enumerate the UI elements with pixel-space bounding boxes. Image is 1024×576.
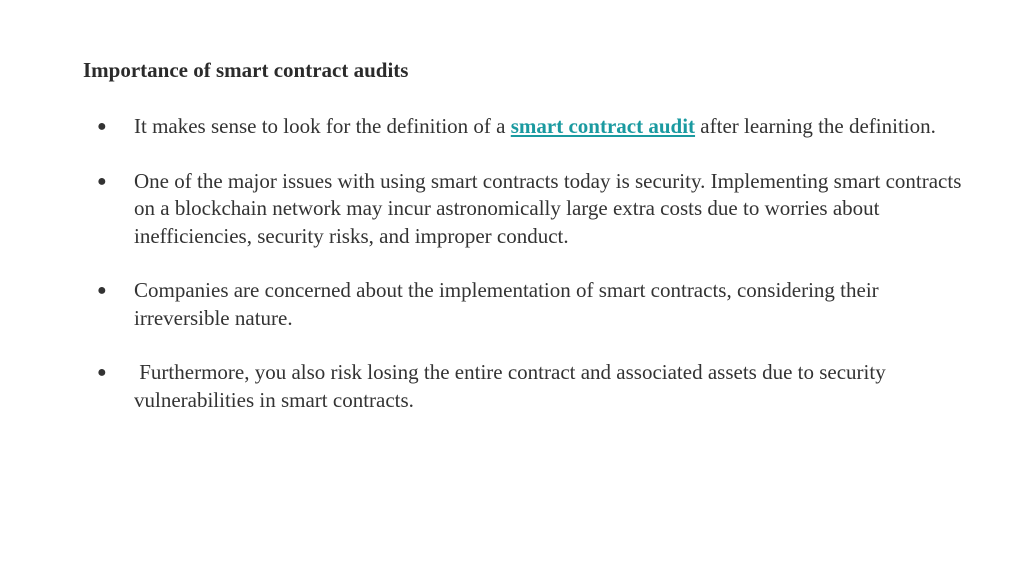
bullet-dot-icon: ● bbox=[97, 364, 107, 381]
bullet-item-2 bbox=[97, 168, 977, 251]
bullet-dot-icon: ● bbox=[97, 118, 107, 135]
bullet-text-after-link: after learning the definition. bbox=[695, 114, 936, 138]
bullet-text: One of the major issues with using smart contracts today is security. Implementing smart contracts on a blockchain network may incur astronomically large extra costs due to worries about inefficiencies, security risks, and improper conduct. bbox=[134, 168, 962, 248]
bullet-text-before-link: It makes sense to look for the definition of a bbox=[134, 114, 511, 138]
bullet-list bbox=[97, 113, 977, 441]
bullet-item-4 bbox=[97, 359, 977, 414]
bullet-item-1 bbox=[97, 113, 977, 141]
bullet-item-3 bbox=[97, 277, 977, 332]
bullet-text: Furthermore, you also risk losing the entire contract and associated assets due to security vulnerabilities in smart contracts. bbox=[134, 360, 891, 412]
smart-contract-audit-link[interactable]: smart contract audit bbox=[510, 114, 696, 138]
slide-title: Importance of smart contract audits bbox=[83, 58, 409, 82]
bullet-dot-icon: ● bbox=[97, 282, 107, 299]
bullet-text: Companies are concerned about the implementation of smart contracts, considering their irreversible nature. bbox=[134, 278, 879, 330]
bullet-dot-icon: ● bbox=[97, 172, 107, 190]
